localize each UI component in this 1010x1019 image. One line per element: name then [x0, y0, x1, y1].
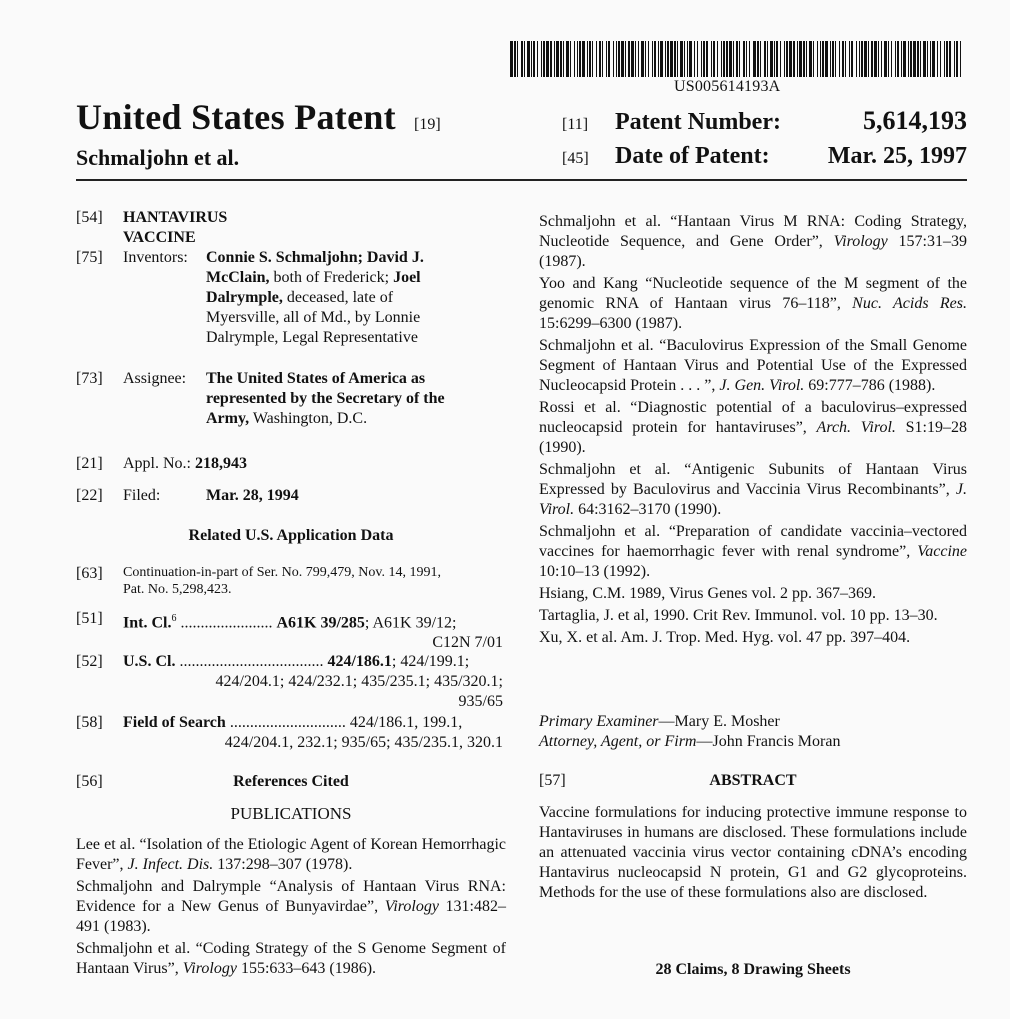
field-label: U.S. Cl. [123, 653, 176, 670]
reference-citation: S1:19–28 (1990). [539, 419, 967, 456]
inventors-text [206, 248, 506, 348]
search-rest: 424/186.1, 199.1, [345, 714, 463, 731]
reference-journal: J. Infect. Dis. [127, 856, 214, 873]
invention-title: HANTAVIRUS VACCINE [123, 209, 228, 246]
reference-text: Schmaljohn et al. “Hantaan Virus M RNA: Coding Strategy, Nucleotide Sequence, and Gene Order”, [539, 213, 967, 250]
patent-number-code: [11] [562, 116, 589, 133]
attorney-label: Attorney, Agent, or Firm [539, 733, 697, 750]
document-title: United States Patent [76, 97, 396, 137]
barcode [510, 41, 964, 77]
reference-text: Lee et al. “Isolation of the Etiologic Agent of Korean Hemorrhagic Fever”, [76, 836, 506, 873]
reference-journal: Virology [833, 233, 888, 250]
reference-item [76, 835, 506, 875]
field-code: [21] [76, 455, 103, 472]
reference-journal: Arch. Virol. [816, 419, 896, 436]
int-cl-line: C12N 7/01 [432, 634, 503, 652]
field-code: [52] [76, 653, 103, 670]
primary-examiner-label: Primary Examiner [539, 713, 659, 730]
inventor-name: McClain, [206, 269, 270, 286]
reference-citation: 15:6299–6300 (1987). [539, 315, 683, 332]
reference-citation: 64:3162–3170 (1990). [574, 501, 722, 518]
field-code: [54] [76, 209, 103, 226]
us-cl-line: 424/204.1; 424/232.1; 435/235.1; 435/320.1; [215, 673, 503, 690]
reference-item [539, 212, 967, 272]
field-code: [57] [539, 772, 566, 789]
reference-text: Tartaglia, J. et al, 1990. Crit Rev. Immunol. vol. 10 pp. 13–30. [539, 607, 938, 624]
appl-number: 218,943 [195, 455, 247, 472]
superscript: 6 [171, 613, 177, 624]
reference-journal: Nuc. Acids Res. [852, 295, 967, 312]
assignee-line: represented by the Secretary of the [206, 390, 445, 407]
reference-item [539, 460, 967, 520]
field-label: Inventors: [123, 249, 188, 266]
reference-text: Schmaljohn et al. “Coding Strategy of the S Genome Segment of Hantaan Virus”, [76, 940, 506, 977]
reference-citation: 69:777–786 (1988). [804, 377, 936, 394]
field-code: [51] [76, 610, 103, 627]
cip-text [123, 564, 506, 598]
inventor-note: Dalrymple, Legal Representative [206, 329, 418, 346]
primary-examiner-name: —Mary E. Mosher [658, 713, 780, 730]
right-references [539, 212, 967, 648]
reference-journal: Virology [384, 898, 439, 915]
field-code: [73] [76, 370, 103, 387]
search-line: 424/204.1, 232.1; 935/65; 435/235.1, 320.1 [224, 734, 503, 751]
reference-text: Xu, X. et al. Am. J. Trop. Med. Hyg. vol. 47 pp. 397–404. [539, 629, 911, 646]
inventor-name: Dalrymple, [206, 289, 283, 306]
leader-dots: .................................... [175, 653, 324, 670]
left-references [76, 835, 506, 981]
field-code: [56] [76, 773, 103, 790]
patent-number-label: Patent Number: [615, 109, 781, 135]
inventor-note: Myersville, all of Md., by Lonnie [206, 309, 421, 326]
abstract-heading-row [539, 771, 967, 791]
reference-item [539, 584, 967, 604]
assignee-location: Washington, D.C. [252, 410, 368, 427]
int-cl-main: A61K 39/285 [276, 614, 365, 632]
search-text [123, 713, 503, 753]
field-label: Assignee: [123, 370, 187, 387]
us-cl-text [123, 652, 503, 712]
inventor-name: Connie S. Schmaljohn; [206, 249, 363, 266]
field-code: [63] [76, 565, 103, 582]
field-label: Appl. No.: [123, 455, 191, 472]
inventor-short: Schmaljohn et al. [76, 145, 240, 170]
abstract-heading: ABSTRACT [709, 772, 797, 789]
reference-item [539, 628, 967, 648]
reference-citation: 10:10–13 (1992). [539, 563, 651, 580]
reference-citation: 155:633–643 (1986). [236, 960, 377, 977]
reference-text: Schmaljohn and Dalrymple “Analysis of Hantaan Virus RNA: Evidence for a New Genus of Bunyavirdae”, [76, 878, 506, 915]
claims-summary: 28 Claims, 8 Drawing Sheets [655, 961, 851, 978]
reference-item [539, 398, 967, 458]
patent-date: Mar. 25, 1997 [827, 143, 967, 169]
int-cl-text [123, 609, 503, 653]
reference-item [539, 606, 967, 626]
leader-dots: ....................... [176, 614, 273, 632]
reference-citation: 137:298–307 (1978). [213, 856, 353, 873]
publications-heading: PUBLICATIONS [230, 804, 352, 823]
leader-dots: ............................. [225, 714, 346, 731]
cip-line: Continuation-in-part of Ser. No. 799,479, Nov. 14, 1991, [123, 565, 441, 580]
reference-journal: Virology [182, 960, 237, 977]
title-code: [19] [414, 116, 441, 133]
cip-line: Pat. No. 5,298,423. [123, 582, 232, 597]
header-rule [76, 179, 967, 181]
field-code: [22] [76, 487, 103, 504]
barcode-bar [961, 41, 964, 77]
assignee-line: Army, [206, 410, 250, 427]
abstract-text: Vaccine formulations for inducing protective immune response to Hantaviruses in humans are disclosed. These formulations include an attenuated vaccinia virus vector containing cDNA’s encoding Hantavirus nucleocapsid N protein, G1 and G2 glycoproteins. Methods for the use of these formulations also are disclosed. [539, 804, 967, 901]
reference-journal: J. Gen. Virol. [719, 377, 805, 394]
reference-text: Yoo and Kang “Nucleotide sequence of the M segment of the genomic RNA of Hantaan virus 76–118”, [539, 275, 967, 312]
reference-item [76, 877, 506, 937]
patent-number: 5,614,193 [863, 106, 967, 135]
inventor-note: deceased, late of [286, 289, 394, 306]
reference-journal: J. Virol. [539, 481, 967, 518]
reference-text: Hsiang, C.M. 1989, Virus Genes vol. 2 pp. 367–369. [539, 585, 876, 602]
us-cl-rest: ; 424/199.1; [391, 653, 470, 670]
assignee-text [206, 369, 506, 429]
reference-text: Rossi et al. “Diagnostic potential of a baculovirus–expressed nucleocapsid protein for hantaviruses”, [539, 399, 967, 436]
reference-text: Schmaljohn et al. “Antigenic Subunits of Hantaan Virus Expressed by Baculovirus and Vaccinia Virus Recombinants”, [539, 461, 967, 498]
date-code: [45] [562, 150, 589, 167]
filed-date: Mar. 28, 1994 [206, 487, 299, 504]
reference-item [539, 336, 967, 396]
assignee-line: The United States of America as [206, 370, 426, 387]
inventor-location: both of Frederick; [273, 269, 390, 286]
field-code: [75] [76, 249, 103, 266]
inventor-name: David J. [366, 249, 424, 266]
barcode-number: US005614193A [674, 78, 781, 95]
reference-item [76, 939, 506, 979]
reference-citation: 131:482–491 (1983). [76, 898, 506, 935]
reference-text: Schmaljohn et al. “Preparation of candidate vaccinia–vectored vaccines for haemorrhagic fever with renal syndrome”, [539, 523, 967, 560]
inventor-name: Joel [393, 269, 421, 286]
field-label: Filed: [123, 487, 161, 504]
reference-item [539, 522, 967, 582]
right-column [539, 212, 967, 978]
date-label: Date of Patent: [615, 143, 770, 169]
us-cl-main: 424/186.1 [327, 653, 392, 670]
us-cl-line: 935/65 [458, 693, 503, 710]
reference-item [539, 274, 967, 334]
field-code: [58] [76, 714, 103, 731]
attorney-name: —John Francis Moran [696, 733, 841, 750]
reference-text: Schmaljohn et al. “Baculovirus Expression of the Small Genome Segment of Hantaan Virus and Potential Use of the Expressed Nucleocapsid Protein . . . ”, [539, 337, 967, 394]
related-heading: Related U.S. Application Data [188, 527, 394, 544]
references-heading: References Cited [233, 773, 349, 790]
examiner-block [539, 712, 967, 752]
field-label: Int. Cl. [123, 614, 172, 632]
field-label: Field of Search [123, 714, 226, 731]
int-cl-rest: ; A61K 39/12; [364, 614, 457, 632]
reference-journal: Vaccine [917, 543, 967, 560]
reference-citation: 157:31–39 (1987). [539, 233, 967, 270]
